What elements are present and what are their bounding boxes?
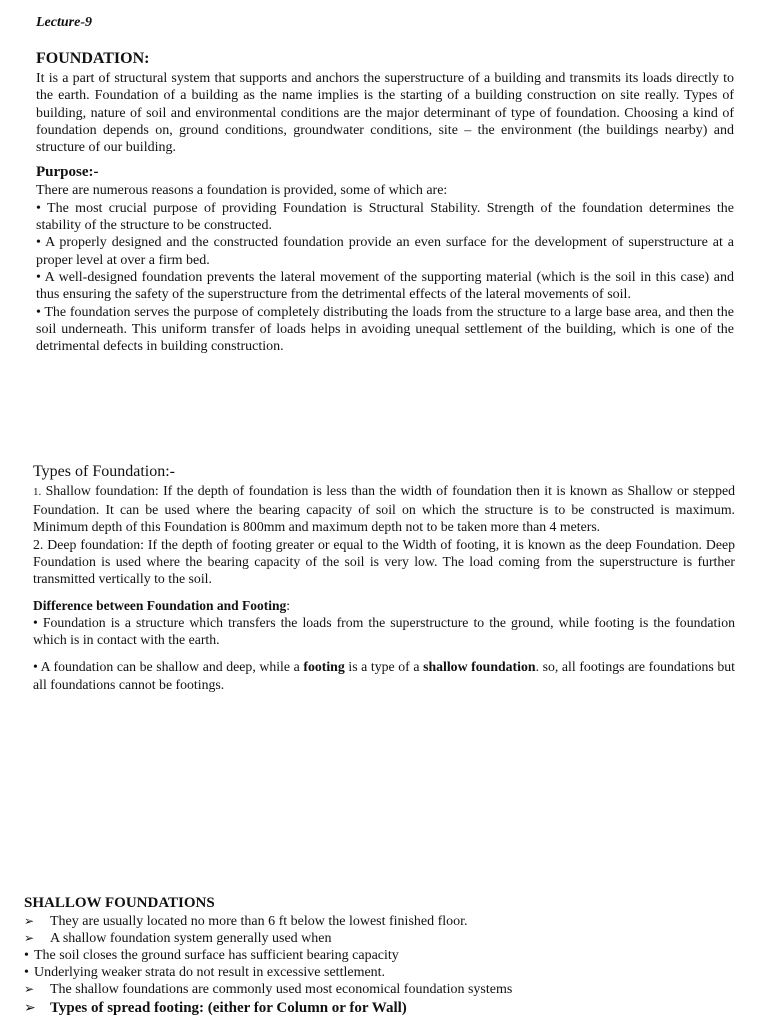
spread-footing-heading: Types of spread footing: (either for Column or for Wall)	[50, 1000, 407, 1016]
difference-heading	[33, 597, 735, 614]
list-item	[24, 913, 744, 930]
types-heading: Types of Foundation:-	[33, 463, 175, 480]
difference-bullet: • Foundation is a structure which transfers the loads from the superstructure to the ground, while footing is the foundation which is in contact with the earth.	[33, 615, 735, 648]
list-item-text: The soil closes the ground surface has sufficient bearing capacity	[34, 948, 399, 963]
foundation-section	[36, 50, 734, 355]
difference-bold-footing: footing	[303, 659, 345, 675]
types-item-text: Shallow foundation: If the depth of foundation is less than the width of foundation then it is known as Shallow or stepped Foundation. It can be used where the bearing capacity of soil on which the structure is to be constructed is maximum. Minimum depth of this Foundation is 800mm and maximum depth not to be taken more than 4 meters.	[33, 483, 735, 535]
types-section	[33, 462, 735, 587]
purpose-heading: Purpose:-	[36, 164, 99, 181]
list-item	[24, 964, 744, 981]
shallow-heading: SHALLOW FOUNDATIONS	[24, 895, 215, 911]
types-item-shallow	[33, 482, 735, 536]
purpose-bullet: • The most crucial purpose of providing Foundation is Structural Stability. Strength of the foundation determines the stability of the structure to be constructed.	[36, 200, 734, 234]
list-item	[24, 981, 744, 998]
list-item	[24, 947, 744, 964]
list-item-text: A shallow foundation system generally used when	[50, 931, 332, 946]
foundation-heading: FOUNDATION:	[36, 50, 150, 67]
difference-heading-colon: :	[286, 598, 291, 613]
arrow-bullet-icon: ➢	[24, 931, 35, 945]
purpose-bullet: • A well-designed foundation prevents the lateral movement of the supporting material (which is the soil in this case) and thus ensuring the safety of the superstructure from the detrimental effects of the lateral movements of soil.	[36, 269, 734, 303]
difference-bullet	[33, 658, 735, 692]
list-item-text: Underlying weaker strata do not result in excessive settlement.	[34, 965, 386, 980]
difference-text: . so, all footings are foundations but all foundations cannot be footings.	[33, 659, 735, 692]
difference-heading-text: Difference between Foundation and Footing	[33, 598, 287, 613]
difference-text: • A foundation can be shallow and deep, while a	[33, 659, 304, 675]
arrow-bullet-icon: ➢	[24, 914, 35, 928]
dot-bullet-icon: •	[24, 948, 29, 963]
difference-text: is a type of a	[344, 659, 424, 675]
lecture-label: Lecture-9	[36, 15, 92, 30]
arrow-bullet-icon: ➢	[24, 1000, 36, 1016]
list-item-text: The shallow foundations are commonly used most economical foundation systems	[50, 982, 513, 997]
difference-section	[33, 597, 735, 693]
purpose-bullet: • A properly designed and the constructed foundation provide an even surface for the development of superstructure at a proper level at over a firm bed.	[36, 235, 734, 268]
types-item-deep: 2. Deep foundation: If the depth of footing greater or equal to the Width of footing, it is known as the deep Foundation. Deep Foundation is used where the bearing capacity of the soil is very low. The load coming from the superstructure is further transmitted vertically to the soil.	[33, 536, 735, 587]
purpose-bullet: • The foundation serves the purpose of completely distributing the loads from the structure to a large base area, and then the soil underneath. This uniform transfer of loads helps in avoiding unequal settlement of the building, which is one of the detrimental defects in building construction.	[36, 304, 734, 355]
types-item-number: 1.	[33, 486, 42, 498]
purpose-intro: There are numerous reasons a foundation is provided, some of which are:	[36, 183, 448, 199]
shallow-section	[24, 894, 744, 1018]
difference-bold-shallow: shallow foundation	[423, 659, 536, 675]
list-item	[24, 930, 744, 947]
list-item-text: They are usually located no more than 6 ft below the lowest finished floor.	[50, 914, 468, 929]
dot-bullet-icon: •	[24, 965, 29, 980]
foundation-text: It is a part of structural system that supports and anchors the superstructure of a building and transmits its loads directly to the earth. Foundation of a building as the name implies is the starting of a building construction on site really. Types of building, nature of soil and environmental conditions are the major determinant of type of foundation. Choosing a kind of foundation depends on, ground conditions, groundwater conditions, site – the environment (the buildings nearby) and structure of our building.	[36, 71, 734, 156]
arrow-bullet-icon: ➢	[24, 982, 35, 996]
list-item	[24, 999, 744, 1018]
